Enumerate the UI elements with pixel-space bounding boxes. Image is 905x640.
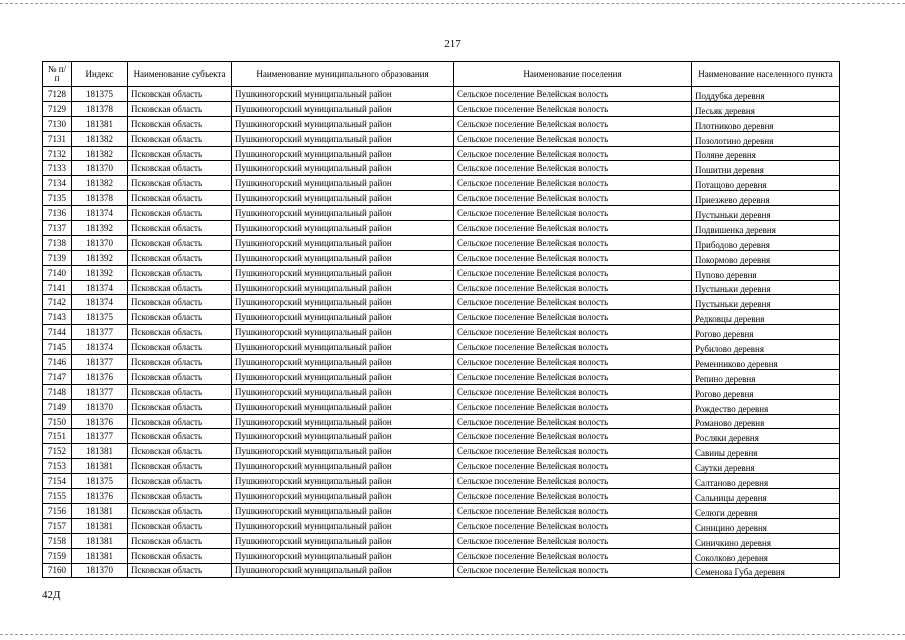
table-row xyxy=(43,459,840,474)
subject-cell: Псковская область xyxy=(128,280,232,295)
subject-cell: Псковская область xyxy=(128,533,232,548)
postal-index-cell: 181381 xyxy=(72,116,128,131)
locality-cell: Подвишенка деревня xyxy=(692,221,840,236)
locality-cell: Пустыньки деревня xyxy=(692,280,840,295)
subject-cell: Псковская область xyxy=(128,474,232,489)
locality-cell: Соколково деревня xyxy=(692,548,840,563)
postal-index-cell: 181377 xyxy=(72,384,128,399)
table-row xyxy=(43,191,840,206)
locality-cell: Потащово деревня xyxy=(692,176,840,191)
postal-index-cell: 181381 xyxy=(72,503,128,518)
table-row xyxy=(43,280,840,295)
row-number-cell: 7151 xyxy=(43,429,72,444)
settlement-cell: Сельское поселение Велейская волость xyxy=(454,548,692,563)
settlement-cell: Сельское поселение Велейская волость xyxy=(454,384,692,399)
subject-cell: Псковская область xyxy=(128,87,232,102)
header-postal-index: Индекс xyxy=(72,62,128,87)
postal-index-cell: 181370 xyxy=(72,563,128,578)
row-number-cell: 7129 xyxy=(43,101,72,116)
subject-cell: Псковская область xyxy=(128,444,232,459)
settlement-cell: Сельское поселение Велейская волость xyxy=(454,146,692,161)
postal-index-cell: 181382 xyxy=(72,146,128,161)
table-row xyxy=(43,414,840,429)
row-number-cell: 7155 xyxy=(43,489,72,504)
subject-cell: Псковская область xyxy=(128,235,232,250)
row-number-cell: 7158 xyxy=(43,533,72,548)
settlement-cell: Сельское поселение Велейская волость xyxy=(454,563,692,578)
settlement-cell: Сельское поселение Велейская волость xyxy=(454,176,692,191)
locality-cell: Покормово деревня xyxy=(692,250,840,265)
locality-cell: Поддубка деревня xyxy=(692,87,840,102)
locality-cell: Семенова Губа деревня xyxy=(692,563,840,578)
subject-cell: Псковская область xyxy=(128,176,232,191)
municipality-cell: Пушкиногорский муниципальный район xyxy=(232,340,454,355)
postal-index-cell: 181381 xyxy=(72,548,128,563)
row-number-cell: 7138 xyxy=(43,235,72,250)
municipality-cell: Пушкиногорский муниципальный район xyxy=(232,369,454,384)
row-number-cell: 7153 xyxy=(43,459,72,474)
municipality-cell: Пушкиногорский муниципальный район xyxy=(232,87,454,102)
postal-index-cell: 181382 xyxy=(72,131,128,146)
municipality-cell: Пушкиногорский муниципальный район xyxy=(232,563,454,578)
municipality-cell: Пушкиногорский муниципальный район xyxy=(232,384,454,399)
header-row-number: № п/п xyxy=(43,62,72,87)
municipality-cell: Пушкиногорский муниципальный район xyxy=(232,176,454,191)
settlement-cell: Сельское поселение Велейская волость xyxy=(454,355,692,370)
locality-cell: Синичкино деревня xyxy=(692,533,840,548)
postal-index-cell: 181392 xyxy=(72,221,128,236)
subject-cell: Псковская область xyxy=(128,503,232,518)
municipality-cell: Пушкиногорский муниципальный район xyxy=(232,399,454,414)
table-row xyxy=(43,131,840,146)
postal-index-cell: 181378 xyxy=(72,191,128,206)
row-number-cell: 7148 xyxy=(43,384,72,399)
row-number-cell: 7147 xyxy=(43,369,72,384)
table-row xyxy=(43,295,840,310)
settlement-cell: Сельское поселение Велейская волость xyxy=(454,116,692,131)
subject-cell: Псковская область xyxy=(128,459,232,474)
locality-cell: Ременниково деревня xyxy=(692,355,840,370)
table-row xyxy=(43,399,840,414)
postal-index-cell: 181377 xyxy=(72,429,128,444)
postal-index-cell: 181374 xyxy=(72,340,128,355)
table-row xyxy=(43,355,840,370)
row-number-cell: 7156 xyxy=(43,503,72,518)
subject-cell: Псковская область xyxy=(128,384,232,399)
municipality-cell: Пушкиногорский муниципальный район xyxy=(232,161,454,176)
locality-cell: Позолотино деревня xyxy=(692,131,840,146)
row-number-cell: 7145 xyxy=(43,340,72,355)
locality-cell: Саутки деревня xyxy=(692,459,840,474)
row-number-cell: 7157 xyxy=(43,518,72,533)
table-row xyxy=(43,116,840,131)
table-row xyxy=(43,474,840,489)
row-number-cell: 7142 xyxy=(43,295,72,310)
settlement-cell: Сельское поселение Велейская волость xyxy=(454,87,692,102)
settlement-cell: Сельское поселение Велейская волость xyxy=(454,518,692,533)
row-number-cell: 7134 xyxy=(43,176,72,191)
subject-cell: Псковская область xyxy=(128,101,232,116)
municipality-cell: Пушкиногорский муниципальный район xyxy=(232,474,454,489)
locality-cell: Романово деревня xyxy=(692,414,840,429)
table-row xyxy=(43,340,840,355)
municipality-cell: Пушкиногорский муниципальный район xyxy=(232,444,454,459)
municipality-cell: Пушкиногорский муниципальный район xyxy=(232,191,454,206)
row-number-cell: 7159 xyxy=(43,548,72,563)
subject-cell: Псковская область xyxy=(128,146,232,161)
subject-cell: Псковская область xyxy=(128,548,232,563)
settlement-cell: Сельское поселение Велейская волость xyxy=(454,399,692,414)
municipality-cell: Пушкиногорский муниципальный район xyxy=(232,548,454,563)
postal-index-cell: 181376 xyxy=(72,489,128,504)
postal-index-cell: 181375 xyxy=(72,87,128,102)
scan-edge-bottom xyxy=(0,634,905,635)
header-locality: Наименование населенного пункта xyxy=(692,62,840,87)
municipality-cell: Пушкиногорский муниципальный район xyxy=(232,503,454,518)
postal-index-cell: 181374 xyxy=(72,295,128,310)
table-row xyxy=(43,206,840,221)
postal-index-cell: 181377 xyxy=(72,355,128,370)
settlement-cell: Сельское поселение Велейская волость xyxy=(454,369,692,384)
municipality-cell: Пушкиногорский муниципальный район xyxy=(232,265,454,280)
settlement-cell: Сельское поселение Велейская волость xyxy=(454,235,692,250)
locality-cell: Рождество деревня xyxy=(692,399,840,414)
settlement-cell: Сельское поселение Велейская волость xyxy=(454,101,692,116)
settlement-cell: Сельское поселение Велейская волость xyxy=(454,459,692,474)
municipality-cell: Пушкиногорский муниципальный район xyxy=(232,355,454,370)
subject-cell: Псковская область xyxy=(128,369,232,384)
subject-cell: Псковская область xyxy=(128,563,232,578)
municipality-cell: Пушкиногорский муниципальный район xyxy=(232,310,454,325)
postal-index-cell: 181381 xyxy=(72,533,128,548)
locality-cell: Селюги деревня xyxy=(692,503,840,518)
municipality-cell: Пушкиногорский муниципальный район xyxy=(232,235,454,250)
subject-cell: Псковская область xyxy=(128,325,232,340)
subject-cell: Псковская область xyxy=(128,265,232,280)
municipality-cell: Пушкиногорский муниципальный район xyxy=(232,518,454,533)
row-number-cell: 7149 xyxy=(43,399,72,414)
subject-cell: Псковская область xyxy=(128,191,232,206)
locality-cell: Пустыньки деревня xyxy=(692,295,840,310)
subject-cell: Псковская область xyxy=(128,221,232,236)
locality-cell: Редковцы деревня xyxy=(692,310,840,325)
postal-index-cell: 181370 xyxy=(72,235,128,250)
table-row xyxy=(43,429,840,444)
table-body xyxy=(43,87,840,578)
locality-cell: Савины деревня xyxy=(692,444,840,459)
settlements-table xyxy=(42,61,840,578)
postal-index-cell: 181376 xyxy=(72,414,128,429)
settlement-cell: Сельское поселение Велейская волость xyxy=(454,250,692,265)
row-number-cell: 7139 xyxy=(43,250,72,265)
page-number: 217 xyxy=(444,38,461,50)
table-row xyxy=(43,444,840,459)
municipality-cell: Пушкиногорский муниципальный район xyxy=(232,325,454,340)
municipality-cell: Пушкиногорский муниципальный район xyxy=(232,414,454,429)
table-row xyxy=(43,489,840,504)
locality-cell: Пупово деревня xyxy=(692,265,840,280)
postal-index-cell: 181370 xyxy=(72,161,128,176)
postal-index-cell: 181375 xyxy=(72,474,128,489)
settlement-cell: Сельское поселение Велейская волость xyxy=(454,444,692,459)
subject-cell: Псковская область xyxy=(128,518,232,533)
settlement-cell: Сельское поселение Велейская волость xyxy=(454,265,692,280)
table-row xyxy=(43,146,840,161)
municipality-cell: Пушкиногорский муниципальный район xyxy=(232,250,454,265)
settlement-cell: Сельское поселение Велейская волость xyxy=(454,489,692,504)
settlement-cell: Сельское поселение Велейская волость xyxy=(454,340,692,355)
header-subject: Наименование субъекта xyxy=(128,62,232,87)
table-row xyxy=(43,235,840,250)
settlement-cell: Сельское поселение Велейская волость xyxy=(454,325,692,340)
postal-index-cell: 181392 xyxy=(72,250,128,265)
locality-cell: Репино деревня xyxy=(692,369,840,384)
row-number-cell: 7132 xyxy=(43,146,72,161)
table-row xyxy=(43,101,840,116)
settlement-cell: Сельское поселение Велейская волость xyxy=(454,414,692,429)
municipality-cell: Пушкиногорский муниципальный район xyxy=(232,206,454,221)
row-number-cell: 7154 xyxy=(43,474,72,489)
subject-cell: Псковская область xyxy=(128,399,232,414)
municipality-cell: Пушкиногорский муниципальный район xyxy=(232,280,454,295)
subject-cell: Псковская область xyxy=(128,250,232,265)
table-row xyxy=(43,384,840,399)
locality-cell: Поляне деревня xyxy=(692,146,840,161)
row-number-cell: 7143 xyxy=(43,310,72,325)
locality-cell: Прибодово деревня xyxy=(692,235,840,250)
settlement-cell: Сельское поселение Велейская волость xyxy=(454,310,692,325)
subject-cell: Псковская область xyxy=(128,489,232,504)
postal-index-cell: 181382 xyxy=(72,176,128,191)
postal-index-cell: 181381 xyxy=(72,518,128,533)
subject-cell: Псковская область xyxy=(128,355,232,370)
postal-index-cell: 181374 xyxy=(72,206,128,221)
settlement-cell: Сельское поселение Велейская волость xyxy=(454,191,692,206)
table-header xyxy=(43,62,840,87)
settlement-cell: Сельское поселение Велейская волость xyxy=(454,503,692,518)
header-municipality: Наименование муниципального образования xyxy=(232,62,454,87)
row-number-cell: 7137 xyxy=(43,221,72,236)
subject-cell: Псковская область xyxy=(128,206,232,221)
table-row xyxy=(43,250,840,265)
locality-cell: Пошитни деревня xyxy=(692,161,840,176)
subject-cell: Псковская область xyxy=(128,429,232,444)
header-row xyxy=(43,62,840,87)
footer-code: 42Д xyxy=(42,589,61,601)
subject-cell: Псковская область xyxy=(128,116,232,131)
settlement-cell: Сельское поселение Велейская волость xyxy=(454,280,692,295)
locality-cell: Синицино деревня xyxy=(692,518,840,533)
table-row xyxy=(43,548,840,563)
locality-cell: Песьяк деревня xyxy=(692,101,840,116)
row-number-cell: 7141 xyxy=(43,280,72,295)
settlement-cell: Сельское поселение Велейская волость xyxy=(454,429,692,444)
settlement-cell: Сельское поселение Велейская волость xyxy=(454,131,692,146)
row-number-cell: 7146 xyxy=(43,355,72,370)
row-number-cell: 7152 xyxy=(43,444,72,459)
locality-cell: Росляки деревня xyxy=(692,429,840,444)
table-row xyxy=(43,325,840,340)
subject-cell: Псковская область xyxy=(128,295,232,310)
row-number-cell: 7136 xyxy=(43,206,72,221)
locality-cell: Рогово деревня xyxy=(692,384,840,399)
subject-cell: Псковская область xyxy=(128,340,232,355)
locality-cell: Пустыньки деревня xyxy=(692,206,840,221)
locality-cell: Рогово деревня xyxy=(692,325,840,340)
settlement-cell: Сельское поселение Велейская волость xyxy=(454,221,692,236)
row-number-cell: 7160 xyxy=(43,563,72,578)
row-number-cell: 7130 xyxy=(43,116,72,131)
row-number-cell: 7131 xyxy=(43,131,72,146)
table-row xyxy=(43,518,840,533)
row-number-cell: 7135 xyxy=(43,191,72,206)
locality-cell: Сальницы деревня xyxy=(692,489,840,504)
postal-index-cell: 181370 xyxy=(72,399,128,414)
table-row xyxy=(43,533,840,548)
scan-edge-top xyxy=(0,3,905,4)
postal-index-cell: 181377 xyxy=(72,325,128,340)
municipality-cell: Пушкиногорский муниципальный район xyxy=(232,221,454,236)
table-row xyxy=(43,87,840,102)
header-settlement: Наименование поселения xyxy=(454,62,692,87)
municipality-cell: Пушкиногорский муниципальный район xyxy=(232,146,454,161)
table-row xyxy=(43,503,840,518)
municipality-cell: Пушкиногорский муниципальный район xyxy=(232,489,454,504)
row-number-cell: 7144 xyxy=(43,325,72,340)
postal-index-cell: 181381 xyxy=(72,444,128,459)
locality-cell: Рубилово деревня xyxy=(692,340,840,355)
table-row xyxy=(43,563,840,578)
locality-cell: Плотниково деревня xyxy=(692,116,840,131)
municipality-cell: Пушкиногорский муниципальный район xyxy=(232,295,454,310)
postal-index-cell: 181378 xyxy=(72,101,128,116)
subject-cell: Псковская область xyxy=(128,131,232,146)
settlement-cell: Сельское поселение Велейская волость xyxy=(454,474,692,489)
municipality-cell: Пушкиногорский муниципальный район xyxy=(232,131,454,146)
postal-index-cell: 181375 xyxy=(72,310,128,325)
postal-index-cell: 181374 xyxy=(72,280,128,295)
row-number-cell: 7150 xyxy=(43,414,72,429)
settlement-cell: Сельское поселение Велейская волость xyxy=(454,295,692,310)
table-row xyxy=(43,221,840,236)
settlement-cell: Сельское поселение Велейская волость xyxy=(454,533,692,548)
municipality-cell: Пушкиногорский муниципальный район xyxy=(232,459,454,474)
subject-cell: Псковская область xyxy=(128,414,232,429)
row-number-cell: 7140 xyxy=(43,265,72,280)
municipality-cell: Пушкиногорский муниципальный район xyxy=(232,101,454,116)
subject-cell: Псковская область xyxy=(128,310,232,325)
postal-index-cell: 181376 xyxy=(72,369,128,384)
table-row xyxy=(43,265,840,280)
municipality-cell: Пушкиногорский муниципальный район xyxy=(232,533,454,548)
table-row xyxy=(43,369,840,384)
table-row xyxy=(43,176,840,191)
row-number-cell: 7133 xyxy=(43,161,72,176)
settlement-cell: Сельское поселение Велейская волость xyxy=(454,161,692,176)
subject-cell: Псковская область xyxy=(128,161,232,176)
municipality-cell: Пушкиногорский муниципальный район xyxy=(232,429,454,444)
table-row xyxy=(43,161,840,176)
locality-cell: Приезжево деревня xyxy=(692,191,840,206)
postal-index-cell: 181392 xyxy=(72,265,128,280)
postal-index-cell: 181381 xyxy=(72,459,128,474)
row-number-cell: 7128 xyxy=(43,87,72,102)
locality-cell: Салтаново деревня xyxy=(692,474,840,489)
table-row xyxy=(43,310,840,325)
settlement-cell: Сельское поселение Велейская волость xyxy=(454,206,692,221)
municipality-cell: Пушкиногорский муниципальный район xyxy=(232,116,454,131)
